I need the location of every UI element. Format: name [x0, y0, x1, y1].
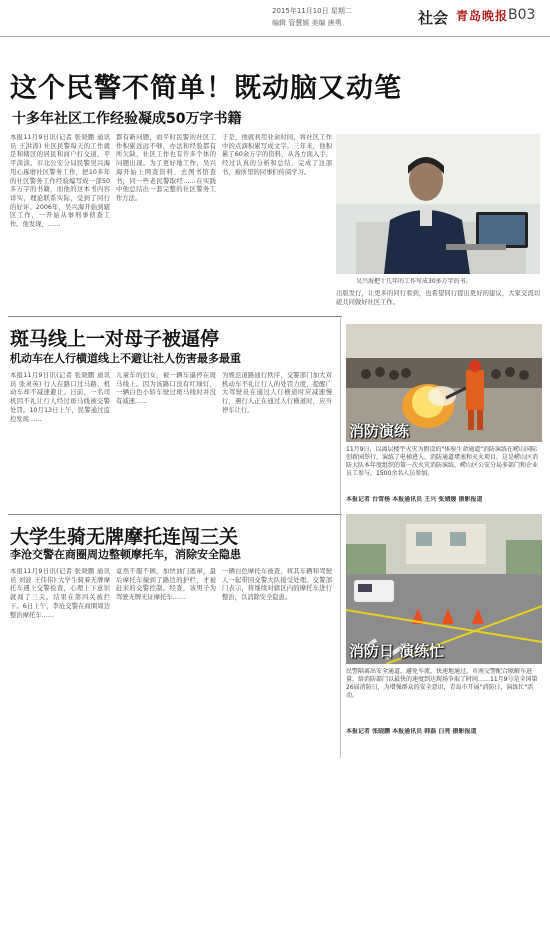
page-number: B03 — [508, 7, 536, 23]
story2-col1 — [10, 372, 110, 510]
story2-col2-text: 儿童车的妇女，被一辆车逼停在斑马线上。因为该路口没有红绿灯，一辆白色小轿车驶过斑马线时并没有减速…… — [116, 372, 216, 406]
story1-col2-text: 都有新问题，而平时民警的社区工作积累远远不够，办法和经验都有所欠缺，社区工作也有许多个体的问题出现。为了更好地工作，吴兴海开始上网查资料、去图书馆查书，同一些老民警取经……在实践中他总结出一套完整的社区警务工作方法。 — [116, 134, 216, 202]
fire-day-road-caption: 民警隔离出安全通道，避免车流，快速地通过，市南交警配合联解车进量，给消防部门以最快的速度到达现场争取了时间……11月9号是全国第26届消防日，为增强群众的安全意识，青岛市开展"消防日，演练忙"活动。 — [346, 668, 538, 699]
story1-col3-text: 于是，他就利用业余时间，将社区工作中的点滴积累写成文字。三年来，他积累了60余万字的资料，从各方面入手，经过认真的分析和总结，完成了这部书，被所里的同事们传阅学习。 — [222, 134, 332, 176]
fire-day-road-credit: 本报记者 张晓鹏 本报通讯员 韩磊 白亮 摄影报道 — [346, 728, 477, 735]
column-divider — [340, 318, 341, 758]
story2-col3-text: 为规范道路通行秩序，交警部门加大对机动车不礼让行人的处罚力度，提醒广大驾驶员在通过人行横道时应减速慢行，遇行人正在通过人行横道时，应当停车让行。 — [222, 372, 332, 414]
divider — [8, 514, 342, 515]
story1-col1 — [10, 134, 110, 304]
section-title: 社会 — [418, 9, 449, 27]
story1-headline: 这个民警不简单！既动脑又动笔 — [10, 73, 402, 104]
editor-line: 编辑 管慧媛 美编 唐勇 — [272, 19, 342, 27]
fire-drill-tag: 消防演练 — [349, 422, 410, 440]
story1-col2 — [116, 134, 216, 304]
story3-col2-text: 竟然不服不顾，加快油门逃窜，最后摩托车撞到了路边的护栏，才被赶来的交警控制。经查，该男子为驾驶无牌无证摩托车…… — [116, 568, 216, 602]
story2-headline: 斑马线上一对母子被逼停 — [10, 328, 220, 350]
newspaper-logo: 青岛晚报 — [456, 9, 509, 23]
issue-date: 2015年11月10日 星期二 — [272, 7, 352, 15]
story2-col2 — [116, 372, 216, 510]
story1-col3 — [222, 134, 332, 304]
police-photo-caption: 吴兴海把十几年的工作写成30多万字的书。 — [356, 278, 472, 285]
story1-subhead: 十多年社区工作经验凝成50万字书籍 — [12, 111, 242, 127]
police-officer-photo — [336, 134, 540, 274]
story3-col2 — [116, 568, 216, 748]
page-header — [0, 0, 550, 37]
story3-subhead: 李沧交警在商圈周边整顿摩托车，消除安全隐患 — [10, 548, 241, 561]
fire-drill-caption: 11月9日，以离层楼宇火灾为假设的"体验生命通道"消防演练在崂山国际创新园举行，演练了电梯逃人、消防通道堵塞和灭火项目。这是崂山区消防大队本年度组织的第一次火灾消防演练，崂山区公安分局多部门和企业员工参与，1500余名人员参加。 — [346, 446, 539, 477]
divider — [8, 316, 342, 317]
story2-col1-text: 本报11月9日讯(记者 张晓鹏 通讯员 张灵英) 行人在路口过马路，机动车却不减速避让。日前，一名司机因不礼让行人经过斑马线被交警处罚。10月13日上午，民警通过监控发现…… — [10, 372, 110, 423]
story3-col1 — [10, 568, 110, 748]
story3-col1-text: 本报11月9日讯(记者 张晓鹏 通讯员 刘波 王伟伟) 大学生骑着无牌摩托车遇上交警检查，心理上下意识就闯了三关。结果在第四关被拦下。6日上午，李沧交警在商圈周边整治摩托车…… — [10, 568, 110, 619]
fire-drill-credit: 本报记者 台雪杨 本报通讯员 王兴 张婧媛 摄影报道 — [346, 496, 483, 503]
fire-day-road-tag: 消防日 演练忙 — [349, 642, 445, 660]
story1-tail-text: 出版发行，让更多的同行看到，也希望同行提出更好的建议，大家交流切磋共同做好社区工作。 — [336, 290, 540, 306]
story2-col3 — [222, 372, 332, 510]
story3-headline: 大学生骑无牌摩托连闯三关 — [10, 526, 239, 548]
story3-col3-text: 一辆白色摩托车被查，将其车辆和驾驶人一起带回交警大队接受处理。交警部门表示，将继续对辖区内的摩托车进行整治，以消除安全隐患。 — [222, 568, 332, 602]
story3-col3 — [222, 568, 332, 748]
story2-subhead: 机动车在人行横道线上不避让社人伤害最多最重 — [10, 352, 241, 365]
story1-col1-text: 本报11月9日讯(记者 张晓鹏 通讯员 王洪涛) 社区民警每天的工作就是和辖区的居民和商户打交道，平平淡淡。市北公安分局民警吴兴海用心琢磨社区警务工作，把10多年的社区警务工作经验编写成一部50多万字的书籍，而他的这本书内容详实，理论联系实际，受到了同行的好评。2006年，吴兴海开始到辖区工作，一开始从事刑事侦查工作。他发现，…… — [10, 134, 110, 229]
story1-tail — [336, 290, 540, 308]
